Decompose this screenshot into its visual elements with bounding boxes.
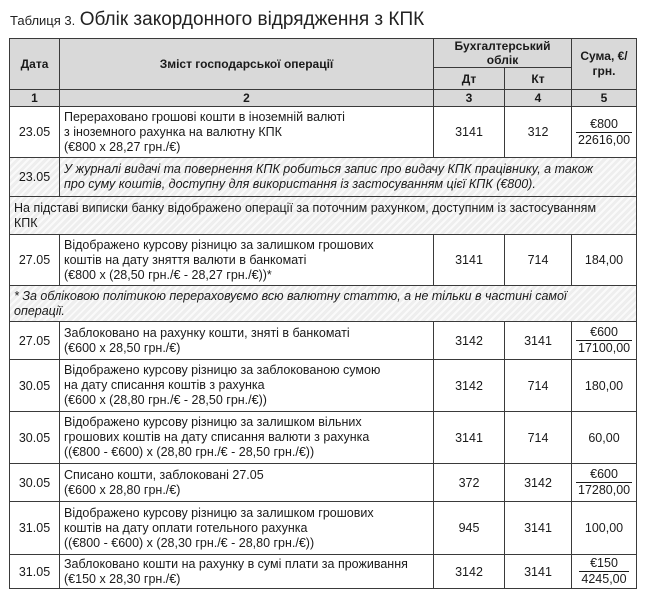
sum-uah: 4245,00 bbox=[581, 572, 627, 586]
header-date: Дата bbox=[10, 39, 60, 90]
row-content bbox=[60, 235, 434, 286]
row-date: 30.05 bbox=[10, 360, 60, 412]
row-dt: 372 bbox=[434, 464, 505, 502]
header-accounting: Бухгалтерський облік bbox=[434, 39, 572, 68]
row-date: 23.05 bbox=[10, 158, 60, 197]
caption-label: Таблиця 3. bbox=[10, 13, 76, 28]
caption-title: Облік закордонного відрядження з КПК bbox=[79, 9, 425, 30]
span-line: КПК bbox=[14, 215, 38, 230]
row-span-text bbox=[10, 197, 637, 235]
table-caption bbox=[10, 7, 424, 33]
note-line: про суму коштів, доступну для використання із застосуванням цієї КПК (€800). bbox=[64, 177, 536, 191]
row-content bbox=[60, 322, 434, 360]
row-note bbox=[60, 158, 637, 197]
content-line: Заблоковано на рахунку кошти, зняті в банкоматі bbox=[64, 325, 350, 340]
content-line: ((€800 - €600) х (28,80 грн./€ - 28,50 грн./€)) bbox=[64, 445, 315, 459]
sum-uah: 22616,00 bbox=[578, 132, 631, 147]
row-kt: 714 bbox=[505, 360, 572, 412]
row-dt: 3141 bbox=[434, 107, 505, 158]
content-line: на дату списання коштів з рахунка bbox=[64, 378, 265, 392]
row-sum bbox=[572, 464, 637, 502]
row-date: 31.05 bbox=[10, 502, 60, 555]
row-sum bbox=[572, 322, 637, 360]
row-date: 23.05 bbox=[10, 107, 60, 158]
col-number: 3 bbox=[434, 90, 505, 107]
sum-uah: 17100,00 bbox=[578, 341, 631, 355]
table-row bbox=[10, 360, 637, 412]
content-line: Заблоковано кошти на рахунку в сумі плати за проживання bbox=[64, 556, 408, 571]
table-row bbox=[10, 502, 637, 555]
content-line: ((€800 - €600) х (28,30 грн./€ - 28,80 грн./€)) bbox=[64, 535, 315, 550]
row-date: 31.05 bbox=[10, 555, 60, 589]
note-line: У журналі видачі та повернення КПК робиться запис про видачу КПК працівнику, а також bbox=[64, 162, 593, 176]
sum-uah: 17280,00 bbox=[578, 483, 631, 497]
table-row bbox=[10, 158, 637, 197]
row-date: 30.05 bbox=[10, 464, 60, 502]
row-content bbox=[60, 555, 434, 589]
content-line: коштів на дату оплати готельного рахунка bbox=[64, 520, 308, 535]
content-line: Списано кошти, заблоковані 27.05 bbox=[64, 467, 264, 482]
content-line: з іноземного рахунка на валютну КПК bbox=[64, 124, 282, 139]
row-dt: 3142 bbox=[434, 322, 505, 360]
row-date: 30.05 bbox=[10, 412, 60, 464]
content-line: (€150 х 28,30 грн./€) bbox=[64, 571, 181, 586]
row-kt: 714 bbox=[505, 412, 572, 464]
row-content bbox=[60, 107, 434, 158]
content-line: Відображено курсову різницю за залишком грошових bbox=[64, 237, 374, 252]
row-kt: 3141 bbox=[505, 502, 572, 555]
row-kt: 714 bbox=[505, 235, 572, 286]
col-number: 5 bbox=[572, 90, 637, 107]
sum-currency: €800 bbox=[576, 117, 632, 133]
content-line: (€800 х (28,50 грн./€ - 28,27 грн./€))* bbox=[64, 267, 272, 282]
row-kt: 3142 bbox=[505, 464, 572, 502]
header-kt: Кт bbox=[505, 68, 572, 90]
row-sum bbox=[572, 107, 637, 158]
content-line: Перераховано грошові кошти в іноземній валюті bbox=[64, 109, 345, 124]
col-number: 2 bbox=[60, 90, 434, 107]
row-kt: 312 bbox=[505, 107, 572, 158]
content-line: Відображено курсову різницю за залишком вільних bbox=[64, 415, 362, 429]
row-sum: 60,00 bbox=[572, 412, 637, 464]
table-row bbox=[10, 197, 637, 235]
content-line: (€600 х 28,50 грн./€) bbox=[64, 340, 181, 355]
table-row bbox=[10, 107, 637, 158]
row-content bbox=[60, 412, 434, 464]
col-number: 4 bbox=[505, 90, 572, 107]
ledger-table bbox=[9, 38, 637, 589]
content-line: Відображено курсову різницю за заблокованою сумою bbox=[64, 363, 381, 377]
row-dt: 945 bbox=[434, 502, 505, 555]
table-row bbox=[10, 464, 637, 502]
row-dt: 3142 bbox=[434, 555, 505, 589]
sum-currency: €600 bbox=[576, 325, 632, 341]
row-sum: 184,00 bbox=[572, 235, 637, 286]
row-dt: 3141 bbox=[434, 235, 505, 286]
footnote-line: * За обліковою політикою перераховуємо всю валютну статтю, а не тільки в частині самої bbox=[14, 288, 567, 303]
header-sum: Сума, €/грн. bbox=[572, 39, 637, 90]
span-line: На підставі виписки банку відображено операції за поточним рахунком, доступним із застосуванням bbox=[14, 200, 597, 215]
row-date: 27.05 bbox=[10, 235, 60, 286]
col-number: 1 bbox=[10, 90, 60, 107]
row-content bbox=[60, 464, 434, 502]
row-content bbox=[60, 502, 434, 555]
content-line: Відображено курсову різницю за залишком грошових bbox=[64, 505, 374, 520]
row-dt: 3141 bbox=[434, 412, 505, 464]
row-sum: 180,00 bbox=[572, 360, 637, 412]
table-row bbox=[10, 286, 637, 322]
content-line: (€800 х 28,27 грн./€) bbox=[64, 139, 181, 154]
sum-currency: €150 bbox=[579, 556, 628, 572]
row-footnote bbox=[10, 286, 637, 322]
table-row bbox=[10, 555, 637, 589]
content-line: (€600 х (28,80 грн./€ - 28,50 грн./€)) bbox=[64, 393, 267, 407]
header-content: Зміст господарської операції bbox=[60, 39, 434, 90]
row-kt: 3141 bbox=[505, 555, 572, 589]
content-line: (€600 х 28,80 грн./€) bbox=[64, 482, 181, 497]
content-line: грошових коштів на дату списання валюти з рахунка bbox=[64, 430, 370, 444]
row-content bbox=[60, 360, 434, 412]
footnote-line: операції. bbox=[14, 303, 65, 318]
header-dt: Дт bbox=[434, 68, 505, 90]
row-kt: 3141 bbox=[505, 322, 572, 360]
content-line: коштів на дату зняття валюти в банкоматі bbox=[64, 252, 307, 267]
sum-currency: €600 bbox=[576, 467, 632, 483]
row-sum bbox=[572, 555, 637, 589]
row-sum: 100,00 bbox=[572, 502, 637, 555]
table-row bbox=[10, 235, 637, 286]
table-row bbox=[10, 322, 637, 360]
row-dt: 3142 bbox=[434, 360, 505, 412]
row-date: 27.05 bbox=[10, 322, 60, 360]
table-row bbox=[10, 412, 637, 464]
